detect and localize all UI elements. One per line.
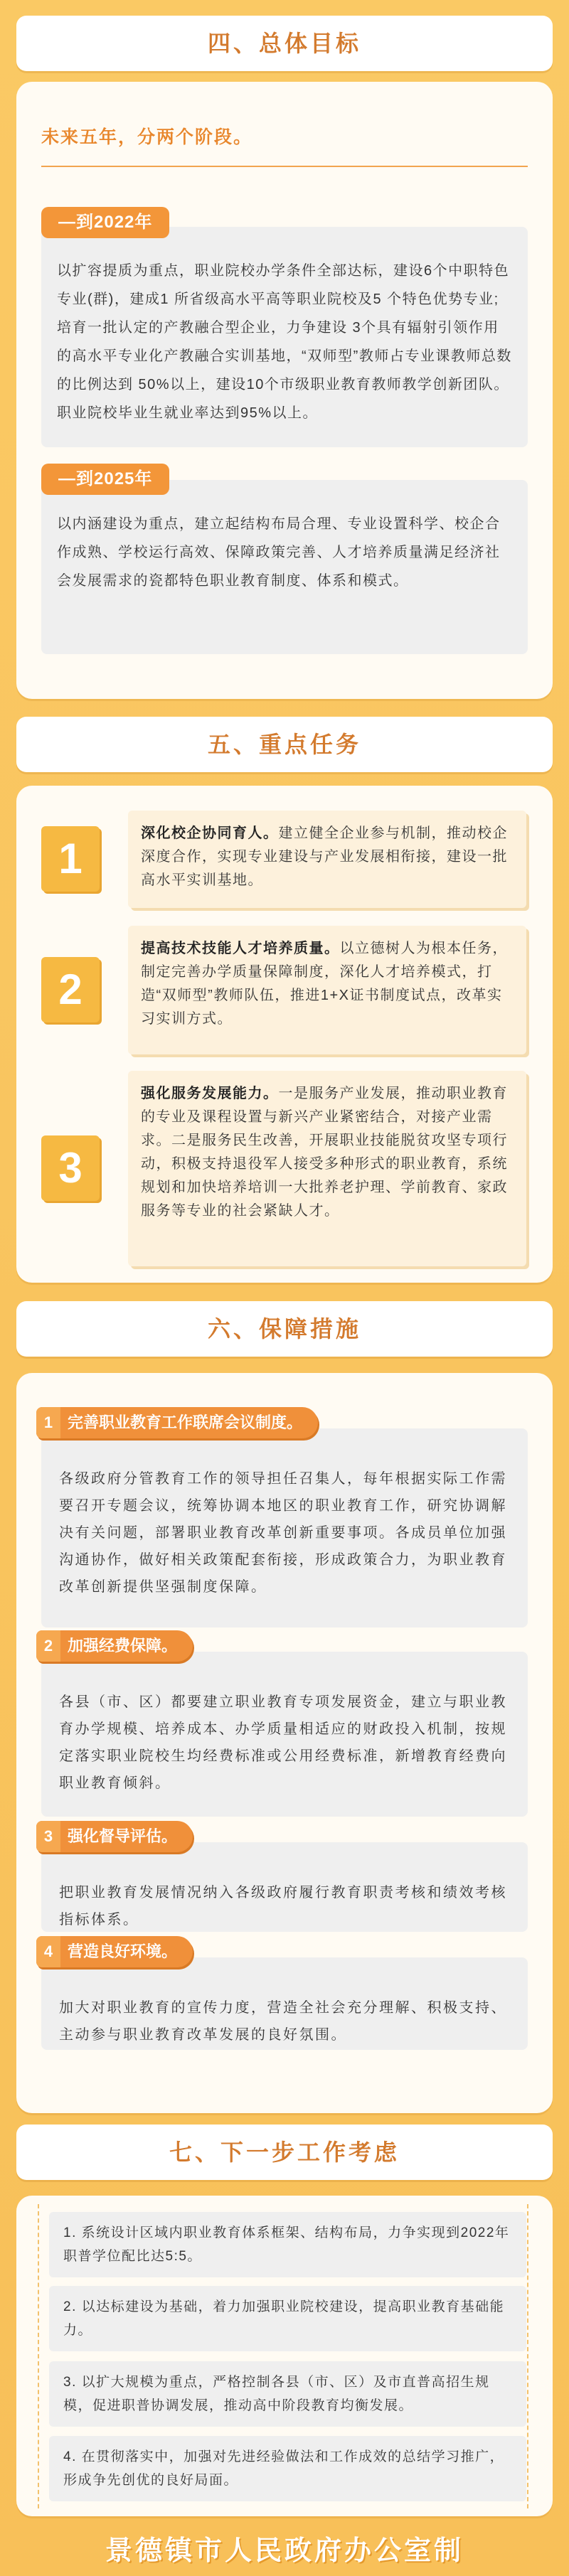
safeguard-text-3: 把职业教育发展情况纳入各级政府履行教育职责考核和绩效考核指标体系。 (41, 1842, 528, 1932)
section-title-goals: 四、总体目标 (16, 16, 553, 71)
safeguard-text-2: 各县（市、区）都要建立职业教育专项发展资金，建立与职业教育办学规模、培养成本、办学质量相适应的财政投入机制，按规定落实职业院校生均经费标准或公用经费标准，新增教育经费向职业教育倾斜。 (41, 1652, 528, 1817)
safeguard-tag-3 (36, 1821, 193, 1852)
safeguard-tag-1 (36, 1407, 318, 1438)
safeguard-number: 3 (36, 1821, 60, 1852)
safeguard-tag-4 (36, 1936, 193, 1967)
safeguard-number: 2 (36, 1630, 60, 1662)
next-step-text: 2. 以达标建设为基础，着力加强职业院校建设，提高职业教育基础能力。 (63, 2299, 505, 2338)
next-step-item-3 (49, 2361, 526, 2427)
task-heading: 强化服务发展能力。 (141, 1086, 279, 1101)
subtitle-divider (41, 166, 528, 167)
safeguards-card (16, 1373, 553, 2113)
safeguard-text-4: 加大对职业教育的宣传力度，营造全社会充分理解、积极支持、主动参与职业教育改革发展的良好氛围。 (41, 1957, 528, 2050)
next-step-item-2 (49, 2286, 526, 2351)
task-heading: 提高技术技能人才培养质量。 (141, 941, 340, 956)
safeguard-tag-2 (36, 1630, 193, 1662)
next-step-text: 1. 系统设计区域内职业教育体系框架、结构布局，力争实现到2022年职普学位配比达5:5。 (63, 2225, 510, 2264)
tasks-card (16, 786, 553, 1283)
task-item-3 (128, 1071, 526, 1266)
next-steps-card (16, 2196, 553, 2516)
task-text: 以立德树人为根本任务，制定完善办学质量保障制度，深化人才培养模式，打造“双师型”教师队伍，推进1+X证书制度试点，改革实习实训方式。 (141, 941, 508, 1027)
safeguard-number: 4 (36, 1936, 60, 1967)
section-title-next-steps: 七、下一步工作考虑 (16, 2125, 553, 2180)
phase-text-2022: 以扩容提质为重点，职业院校办学条件全部达标，建设6个中职特色专业(群)，建成1 所省级高水平高等职业院校及5 个特色优势专业;培育一批认定的产教融合型企业，力争建设 3个具有辐射引领作用的高水平专业化产教融合实训基地，“双师型”教师占专业课教师总数的比例达到 50%以上，建设10个市级职业教育教师教学创新团队。职业院校毕业生就业率达到95%以上。 (41, 227, 528, 447)
task-number-1: 1 (41, 826, 100, 892)
goals-subtitle: 未来五年，分两个阶段。 (41, 127, 253, 147)
section-title-safeguards: 六、保障措施 (16, 1301, 553, 1357)
safeguard-text-1: 各级政府分管教育工作的领导担任召集人，每年根据实际工作需要召开专题会议，统筹协调本地区的职业教育工作，研究协调解决有关问题，部署职业教育改革创新重要事项。各成员单位加强沟通协作，做好相关政策配套衔接，形成政策合力，为职业教育改革创新提供坚强制度保障。 (41, 1428, 528, 1628)
task-item-2 (128, 926, 526, 1054)
task-number-2: 2 (41, 957, 100, 1022)
phase-text-2025: 以内涵建设为重点，建立起结构布局合理、专业设置科学、校企合作成熟、学校运行高效、保障政策完善、人才培养质量满足经济社会发展需求的瓷都特色职业教育制度、体系和模式。 (41, 480, 528, 654)
task-text: 建立健全企业参与机制，推动校企深度合作，实现专业建设与产业发展相衔接，建设一批高水平实训基地。 (141, 825, 508, 888)
phase-tag-2025: —到2025年 (41, 464, 169, 495)
next-step-text: 4. 在贯彻落实中，加强对先进经验做法和工作成效的总结学习推广，形成争先创优的良好局面。 (63, 2449, 505, 2488)
task-item-1 (128, 811, 526, 908)
next-step-item-1 (49, 2212, 526, 2277)
safeguard-number: 1 (36, 1407, 60, 1438)
phase-tag-2022: —到2022年 (41, 207, 169, 238)
safeguard-heading: 加强经费保障。 (68, 1637, 178, 1655)
safeguard-heading: 完善职业教育工作联席会议制度。 (68, 1413, 303, 1431)
safeguard-heading: 强化督导评估。 (68, 1827, 178, 1845)
next-step-item-4 (49, 2436, 526, 2501)
section-title-tasks: 五、重点任务 (16, 717, 553, 772)
goals-card (16, 82, 553, 699)
task-text: 一是服务产业发展，推动职业教育的专业及课程设置与新兴产业紧密结合，对接产业需求。二是服务民生改善，开展职业技能脱贫攻坚专项行动，积极支持退役军人接受多种形式的职业教育，系统规划和加快培养培训一大批养老护理、学前教育、家政服务等专业的社会紧缺人才。 (141, 1086, 508, 1219)
publisher-footer: 景德镇市人民政府办公室制 (105, 2536, 464, 2566)
safeguard-heading: 营造良好环境。 (68, 1942, 178, 1960)
task-heading: 深化校企协同育人。 (141, 825, 279, 841)
task-number-3: 3 (41, 1135, 100, 1201)
next-step-text: 3. 以扩大规模为重点，严格控制各县（市、区）及市直普高招生规模，促进职普协调发展，推动高中阶段教育均衡发展。 (63, 2375, 490, 2413)
